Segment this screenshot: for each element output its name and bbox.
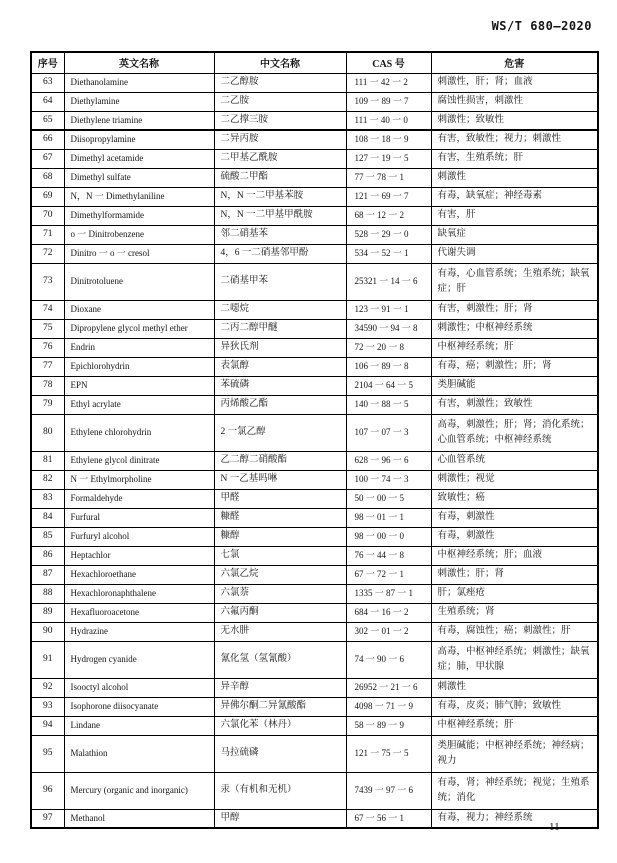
cell-english-name: Diethanolamine: [64, 73, 214, 92]
cell-english-name: Hydrogen cyanide: [64, 641, 214, 678]
page-number: 11: [549, 821, 560, 833]
cell-cas-number: 67 一 72 一 1: [346, 565, 431, 584]
cell-cas-number: 26952 一 21 一 6: [346, 678, 431, 697]
cell-chinese-name: 异狄氏剂: [214, 338, 346, 357]
cell-chinese-name: 甲醛: [214, 489, 346, 508]
cell-index: 66: [31, 130, 64, 149]
cell-chinese-name: 邻二硝基苯: [214, 225, 346, 244]
cell-hazard: 有毒，缺氧症；神经毒素: [431, 187, 598, 206]
cell-index: 81: [31, 451, 64, 470]
cell-index: 80: [31, 414, 64, 451]
cell-hazard: 缺氧症: [431, 225, 598, 244]
cell-english-name: Ethylene chlorohydrin: [64, 414, 214, 451]
table-row: [31, 735, 598, 772]
cell-chinese-name: 七氯: [214, 546, 346, 565]
cell-hazard: 生殖系统；肾: [431, 603, 598, 622]
cell-cas-number: 98 一 00 一 0: [346, 527, 431, 546]
cell-english-name: Dimethyl acetamide: [64, 149, 214, 168]
cell-cas-number: 50 一 00 一 5: [346, 489, 431, 508]
table-row: [31, 546, 598, 565]
table-row: [31, 716, 598, 735]
cell-cas-number: 25321 一 14 一 6: [346, 263, 431, 300]
cell-index: 83: [31, 489, 64, 508]
cell-index: 95: [31, 735, 64, 772]
cell-english-name: Endrin: [64, 338, 214, 357]
table-row: [31, 395, 598, 414]
chemical-hazard-table: [30, 51, 599, 829]
cell-index: 93: [31, 697, 64, 716]
cell-cas-number: 58 一 89 一 9: [346, 716, 431, 735]
standard-code: WS/T 680—2020: [491, 19, 592, 33]
cell-hazard: 心血管系统: [431, 451, 598, 470]
cell-chinese-name: 4，6 一二硝基邻甲酚: [214, 244, 346, 263]
table-row: [31, 376, 598, 395]
cell-english-name: Dinitrotoluene: [64, 263, 214, 300]
cell-english-name: Hexafluoroacetone: [64, 603, 214, 622]
cell-english-name: Hexachloroethane: [64, 565, 214, 584]
cell-english-name: Ethyl acrylate: [64, 395, 214, 414]
cell-english-name: Hydrazine: [64, 622, 214, 641]
cell-index: 63: [31, 73, 64, 92]
cell-cas-number: 34590 一 94 一 8: [346, 319, 431, 338]
cell-chinese-name: 马拉硫磷: [214, 735, 346, 772]
table-header-row: [31, 52, 598, 73]
table-row: [31, 130, 598, 149]
cell-index: 68: [31, 168, 64, 187]
cell-index: 78: [31, 376, 64, 395]
col-header-chinese-name: 中文名称: [214, 52, 346, 73]
cell-hazard: 有害，刺激性；肝；肾: [431, 300, 598, 319]
cell-index: 73: [31, 263, 64, 300]
cell-cas-number: 98 一 01 一 1: [346, 508, 431, 527]
cell-english-name: Furfuryl alcohol: [64, 527, 214, 546]
cell-cas-number: 2104 一 64 一 5: [346, 376, 431, 395]
table-row: [31, 809, 598, 828]
table-body: [31, 73, 598, 828]
table-row: [31, 470, 598, 489]
cell-chinese-name: N，N 一二甲基甲酰胺: [214, 206, 346, 225]
cell-chinese-name: 二甲基乙酰胺: [214, 149, 346, 168]
cell-chinese-name: 异佛尔酮二异氰酸酯: [214, 697, 346, 716]
table-row: [31, 300, 598, 319]
cell-cas-number: 121 一 75 一 5: [346, 735, 431, 772]
cell-chinese-name: 六氟丙酮: [214, 603, 346, 622]
cell-chinese-name: 六氯乙烷: [214, 565, 346, 584]
cell-hazard: 中枢神经系统；肝；血液: [431, 546, 598, 565]
cell-index: 64: [31, 92, 64, 111]
cell-index: 72: [31, 244, 64, 263]
cell-hazard: 有害，生殖系统；肝: [431, 149, 598, 168]
cell-hazard: 高毒，中枢神经系统；刺激性；缺氧症；肺，甲状腺: [431, 641, 598, 678]
cell-hazard: 高毒，刺激性；肝；肾；消化系统；心血管系统；中枢神经系统: [431, 414, 598, 451]
cell-hazard: 有毒，皮炎；肺气肿；致敏性: [431, 697, 598, 716]
cell-cas-number: 72 一 20 一 8: [346, 338, 431, 357]
cell-english-name: Diisopropylamine: [64, 130, 214, 149]
cell-english-name: Methanol: [64, 809, 214, 828]
cell-chinese-name: 二丙二醇甲醚: [214, 319, 346, 338]
cell-hazard: 有毒，腐蚀性；癌；刺激性；肝: [431, 622, 598, 641]
cell-english-name: Dimethyl sulfate: [64, 168, 214, 187]
cell-english-name: Formaldehyde: [64, 489, 214, 508]
cell-cas-number: 107 一 07 一 3: [346, 414, 431, 451]
cell-cas-number: 106 一 89 一 8: [346, 357, 431, 376]
cell-cas-number: 121 一 69 一 7: [346, 187, 431, 206]
cell-hazard: 刺激性；视觉: [431, 470, 598, 489]
cell-index: 71: [31, 225, 64, 244]
cell-hazard: 代谢失调: [431, 244, 598, 263]
cell-index: 75: [31, 319, 64, 338]
cell-english-name: Diethylamine: [64, 92, 214, 111]
table-row: [31, 527, 598, 546]
cell-english-name: Dimethylformamide: [64, 206, 214, 225]
cell-hazard: 有害，肝: [431, 206, 598, 225]
table-row: [31, 584, 598, 603]
cell-cas-number: 67 一 56 一 1: [346, 809, 431, 828]
cell-english-name: N 一 Ethylmorpholine: [64, 470, 214, 489]
cell-cas-number: 111 一 42 一 2: [346, 73, 431, 92]
cell-index: 67: [31, 149, 64, 168]
cell-cas-number: 140 一 88 一 5: [346, 395, 431, 414]
cell-hazard: 有毒，癌；刺激性；肝；肾: [431, 357, 598, 376]
cell-chinese-name: 二噁烷: [214, 300, 346, 319]
table-row: [31, 357, 598, 376]
cell-cas-number: 109 一 89 一 7: [346, 92, 431, 111]
cell-chinese-name: 苯硫磷: [214, 376, 346, 395]
cell-hazard: 有害，致敏性；视力；刺激性: [431, 130, 598, 149]
col-header-index: 序号: [31, 52, 64, 73]
cell-chinese-name: N 一乙基吗啉: [214, 470, 346, 489]
table-row: [31, 111, 598, 130]
col-header-english-name: 英文名称: [64, 52, 214, 73]
cell-hazard: 刺激性: [431, 678, 598, 697]
cell-cas-number: 77 一 78 一 1: [346, 168, 431, 187]
cell-hazard: 有毒，刺激性: [431, 508, 598, 527]
cell-hazard: 有毒，刺激性: [431, 527, 598, 546]
cell-chinese-name: 异辛醇: [214, 678, 346, 697]
cell-chinese-name: 二乙胺: [214, 92, 346, 111]
table-row: [31, 263, 598, 300]
cell-index: 96: [31, 772, 64, 809]
table-row: [31, 697, 598, 716]
cell-index: 87: [31, 565, 64, 584]
cell-cas-number: 68 一 12 一 2: [346, 206, 431, 225]
table-row: [31, 206, 598, 225]
cell-cas-number: 534 一 52 一 1: [346, 244, 431, 263]
cell-english-name: Dipropylene glycol methyl ether: [64, 319, 214, 338]
table-row: [31, 414, 598, 451]
cell-hazard: 有毒，肾；神经系统；视觉；生殖系统；消化: [431, 772, 598, 809]
cell-cas-number: 100 一 74 一 3: [346, 470, 431, 489]
cell-index: 82: [31, 470, 64, 489]
cell-index: 86: [31, 546, 64, 565]
cell-cas-number: 7439 一 97 一 6: [346, 772, 431, 809]
table-row: [31, 225, 598, 244]
cell-cas-number: 1335 一 87 一 1: [346, 584, 431, 603]
cell-cas-number: 111 一 40 一 0: [346, 111, 431, 130]
cell-chinese-name: 汞（有机和无机）: [214, 772, 346, 809]
cell-english-name: Hexachloronaphthalene: [64, 584, 214, 603]
cell-cas-number: 127 一 19 一 5: [346, 149, 431, 168]
table-row: [31, 622, 598, 641]
table-row: [31, 168, 598, 187]
cell-english-name: EPN: [64, 376, 214, 395]
cell-index: 65: [31, 111, 64, 130]
cell-hazard: 类胆碱能: [431, 376, 598, 395]
cell-chinese-name: 甲醇: [214, 809, 346, 828]
cell-index: 94: [31, 716, 64, 735]
cell-index: 85: [31, 527, 64, 546]
table-row: [31, 319, 598, 338]
cell-chinese-name: 二硝基甲苯: [214, 263, 346, 300]
cell-cas-number: 108 一 18 一 9: [346, 130, 431, 149]
cell-hazard: 有毒，视力；神经系统: [431, 809, 598, 828]
cell-hazard: 致敏性；癌: [431, 489, 598, 508]
cell-english-name: Mercury (organic and inorganic): [64, 772, 214, 809]
table-row: [31, 149, 598, 168]
cell-english-name: N，N 一 Dimethylaniline: [64, 187, 214, 206]
cell-hazard: 刺激性；致敏性: [431, 111, 598, 130]
cell-cas-number: 302 一 01 一 2: [346, 622, 431, 641]
cell-chinese-name: 氰化氢（氢氰酸）: [214, 641, 346, 678]
cell-hazard: 刺激性；肝；肾: [431, 565, 598, 584]
col-header-hazard: 危害: [431, 52, 598, 73]
table-row: [31, 187, 598, 206]
cell-chinese-name: 六氯化苯（林丹）: [214, 716, 346, 735]
cell-chinese-name: 二乙撑三胺: [214, 111, 346, 130]
cell-english-name: Ethylene glycol dinitrate: [64, 451, 214, 470]
cell-index: 70: [31, 206, 64, 225]
cell-cas-number: 684 一 16 一 2: [346, 603, 431, 622]
cell-index: 92: [31, 678, 64, 697]
cell-chinese-name: N，N 一二甲基苯胺: [214, 187, 346, 206]
cell-english-name: Isooctyl alcohol: [64, 678, 214, 697]
cell-hazard: 中枢神经系统；肝: [431, 338, 598, 357]
cell-index: 74: [31, 300, 64, 319]
cell-chinese-name: 丙烯酸乙酯: [214, 395, 346, 414]
cell-cas-number: 123 一 91 一 1: [346, 300, 431, 319]
table-row: [31, 678, 598, 697]
cell-cas-number: 628 一 96 一 6: [346, 451, 431, 470]
cell-chinese-name: 糠醛: [214, 508, 346, 527]
cell-english-name: Furfural: [64, 508, 214, 527]
cell-english-name: Malathion: [64, 735, 214, 772]
cell-hazard: 刺激性，肝；肾；血液: [431, 73, 598, 92]
table-row: [31, 92, 598, 111]
cell-cas-number: 528 一 29 一 0: [346, 225, 431, 244]
cell-index: 91: [31, 641, 64, 678]
table-row: [31, 338, 598, 357]
cell-english-name: Heptachlor: [64, 546, 214, 565]
cell-hazard: 刺激性: [431, 168, 598, 187]
cell-index: 69: [31, 187, 64, 206]
cell-chinese-name: 表氯醇: [214, 357, 346, 376]
table-row: [31, 489, 598, 508]
cell-index: 89: [31, 603, 64, 622]
table-row: [31, 565, 598, 584]
table-row: [31, 772, 598, 809]
cell-english-name: Dinitro 一 o 一 cresol: [64, 244, 214, 263]
cell-english-name: Diethylene triamine: [64, 111, 214, 130]
cell-index: 76: [31, 338, 64, 357]
cell-chinese-name: 硫酸二甲酯: [214, 168, 346, 187]
table-row: [31, 603, 598, 622]
cell-hazard: 中枢神经系统；肝: [431, 716, 598, 735]
cell-cas-number: 74 一 90 一 6: [346, 641, 431, 678]
cell-hazard: 肝；氯痤疮: [431, 584, 598, 603]
cell-index: 97: [31, 809, 64, 828]
table-row: [31, 641, 598, 678]
cell-chinese-name: 糠醇: [214, 527, 346, 546]
cell-index: 84: [31, 508, 64, 527]
cell-index: 79: [31, 395, 64, 414]
cell-hazard: 刺激性；中枢神经系统: [431, 319, 598, 338]
cell-hazard: 腐蚀性损害，刺激性: [431, 92, 598, 111]
cell-chinese-name: 乙二醇二硝酸酯: [214, 451, 346, 470]
cell-chinese-name: 六氯萘: [214, 584, 346, 603]
cell-cas-number: 4098 一 71 一 9: [346, 697, 431, 716]
cell-chinese-name: 二乙醇胺: [214, 73, 346, 92]
cell-english-name: Epichlorohydrin: [64, 357, 214, 376]
cell-hazard: 有毒，心血管系统；生殖系统；缺氧症；肝: [431, 263, 598, 300]
cell-english-name: Lindane: [64, 716, 214, 735]
cell-english-name: Isophorone diisocyanate: [64, 697, 214, 716]
table-row: [31, 73, 598, 92]
cell-index: 77: [31, 357, 64, 376]
cell-index: 90: [31, 622, 64, 641]
cell-chinese-name: 2 一氯乙醇: [214, 414, 346, 451]
cell-hazard: 有害，刺激性；致敏性: [431, 395, 598, 414]
table-row: [31, 508, 598, 527]
cell-chinese-name: 二异丙胺: [214, 130, 346, 149]
cell-english-name: o 一 Dinitrobenzene: [64, 225, 214, 244]
cell-cas-number: 76 一 44 一 8: [346, 546, 431, 565]
cell-index: 88: [31, 584, 64, 603]
col-header-cas-number: CAS 号: [346, 52, 431, 73]
cell-chinese-name: 无水肼: [214, 622, 346, 641]
table-row: [31, 244, 598, 263]
cell-english-name: Dioxane: [64, 300, 214, 319]
table-row: [31, 451, 598, 470]
cell-hazard: 类胆碱能；中枢神经系统；神经病；视力: [431, 735, 598, 772]
